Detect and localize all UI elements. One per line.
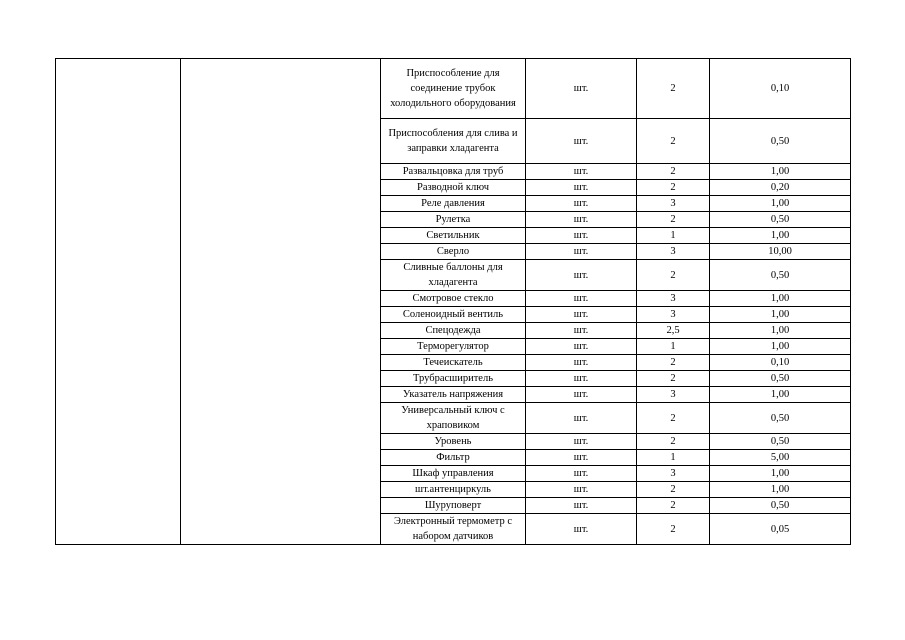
value-cell: 0,10: [710, 59, 851, 119]
item-name-cell: Сливные баллоны для хладагента: [381, 260, 526, 291]
table-body: [56, 59, 851, 545]
unit-cell: шт.: [526, 59, 637, 119]
item-name-cell: Приспособления для слива и заправки хладагента: [381, 119, 526, 164]
unit-cell: шт.: [526, 244, 637, 260]
value-cell: 0,50: [710, 371, 851, 387]
quantity-cell: 2: [637, 212, 710, 228]
unit-cell: шт.: [526, 228, 637, 244]
quantity-cell: 2: [637, 403, 710, 434]
unit-cell: шт.: [526, 434, 637, 450]
item-name-cell: Приспособление для соединение трубок холодильного оборудования: [381, 59, 526, 119]
item-name-cell: Указатель напряжения: [381, 387, 526, 403]
item-name-cell: Сверло: [381, 244, 526, 260]
value-cell: 0,50: [710, 119, 851, 164]
unit-cell: шт.: [526, 371, 637, 387]
unit-cell: шт.: [526, 260, 637, 291]
unit-cell: шт.: [526, 323, 637, 339]
item-name-cell: шт.антенциркуль: [381, 482, 526, 498]
unit-cell: шт.: [526, 466, 637, 482]
unit-cell: шт.: [526, 387, 637, 403]
item-name-cell: Течеискатель: [381, 355, 526, 371]
unit-cell: шт.: [526, 514, 637, 545]
quantity-cell: 2: [637, 482, 710, 498]
value-cell: 0,50: [710, 498, 851, 514]
item-name-cell: Разводной ключ: [381, 180, 526, 196]
item-name-cell: Смотровое стекло: [381, 291, 526, 307]
item-name-cell: Универсальный ключ с храповиком: [381, 403, 526, 434]
unit-cell: шт.: [526, 196, 637, 212]
quantity-cell: 2,5: [637, 323, 710, 339]
blank-column-2: [181, 59, 381, 545]
unit-cell: шт.: [526, 164, 637, 180]
quantity-cell: 2: [637, 59, 710, 119]
unit-cell: шт.: [526, 403, 637, 434]
quantity-cell: 2: [637, 119, 710, 164]
value-cell: 1,00: [710, 228, 851, 244]
blank-column-1: [56, 59, 181, 545]
value-cell: 0,05: [710, 514, 851, 545]
item-name-cell: Шуруповерт: [381, 498, 526, 514]
item-name-cell: Фильтр: [381, 450, 526, 466]
unit-cell: шт.: [526, 339, 637, 355]
item-name-cell: Спецодежда: [381, 323, 526, 339]
item-name-cell: Реле давления: [381, 196, 526, 212]
value-cell: 1,00: [710, 466, 851, 482]
unit-cell: шт.: [526, 355, 637, 371]
quantity-cell: 2: [637, 371, 710, 387]
unit-cell: шт.: [526, 498, 637, 514]
quantity-cell: 2: [637, 514, 710, 545]
value-cell: 1,00: [710, 387, 851, 403]
value-cell: 1,00: [710, 323, 851, 339]
table-row: [56, 59, 851, 119]
item-name-cell: Шкаф управления: [381, 466, 526, 482]
unit-cell: шт.: [526, 291, 637, 307]
unit-cell: шт.: [526, 450, 637, 466]
quantity-cell: 3: [637, 291, 710, 307]
value-cell: 0,50: [710, 403, 851, 434]
item-name-cell: Соленоидный вентиль: [381, 307, 526, 323]
quantity-cell: 2: [637, 434, 710, 450]
unit-cell: шт.: [526, 212, 637, 228]
quantity-cell: 1: [637, 450, 710, 466]
value-cell: 1,00: [710, 339, 851, 355]
item-name-cell: Светильник: [381, 228, 526, 244]
quantity-cell: 2: [637, 180, 710, 196]
unit-cell: шт.: [526, 180, 637, 196]
quantity-cell: 3: [637, 244, 710, 260]
equipment-table: [55, 58, 851, 545]
value-cell: 0,20: [710, 180, 851, 196]
value-cell: 1,00: [710, 164, 851, 180]
item-name-cell: Трубрасширитель: [381, 371, 526, 387]
item-name-cell: Электронный термометр с набором датчиков: [381, 514, 526, 545]
value-cell: 1,00: [710, 291, 851, 307]
quantity-cell: 3: [637, 387, 710, 403]
item-name-cell: Рулетка: [381, 212, 526, 228]
value-cell: 1,00: [710, 196, 851, 212]
quantity-cell: 1: [637, 228, 710, 244]
value-cell: 5,00: [710, 450, 851, 466]
unit-cell: шт.: [526, 119, 637, 164]
quantity-cell: 3: [637, 307, 710, 323]
quantity-cell: 2: [637, 355, 710, 371]
value-cell: 0,50: [710, 212, 851, 228]
value-cell: 0,10: [710, 355, 851, 371]
unit-cell: шт.: [526, 307, 637, 323]
value-cell: 1,00: [710, 482, 851, 498]
item-name-cell: Уровень: [381, 434, 526, 450]
quantity-cell: 3: [637, 196, 710, 212]
value-cell: 1,00: [710, 307, 851, 323]
quantity-cell: 2: [637, 164, 710, 180]
unit-cell: шт.: [526, 482, 637, 498]
quantity-cell: 2: [637, 260, 710, 291]
quantity-cell: 1: [637, 339, 710, 355]
quantity-cell: 2: [637, 498, 710, 514]
value-cell: 0,50: [710, 434, 851, 450]
value-cell: 10,00: [710, 244, 851, 260]
item-name-cell: Развальцовка для труб: [381, 164, 526, 180]
quantity-cell: 3: [637, 466, 710, 482]
item-name-cell: Терморегулятор: [381, 339, 526, 355]
value-cell: 0,50: [710, 260, 851, 291]
